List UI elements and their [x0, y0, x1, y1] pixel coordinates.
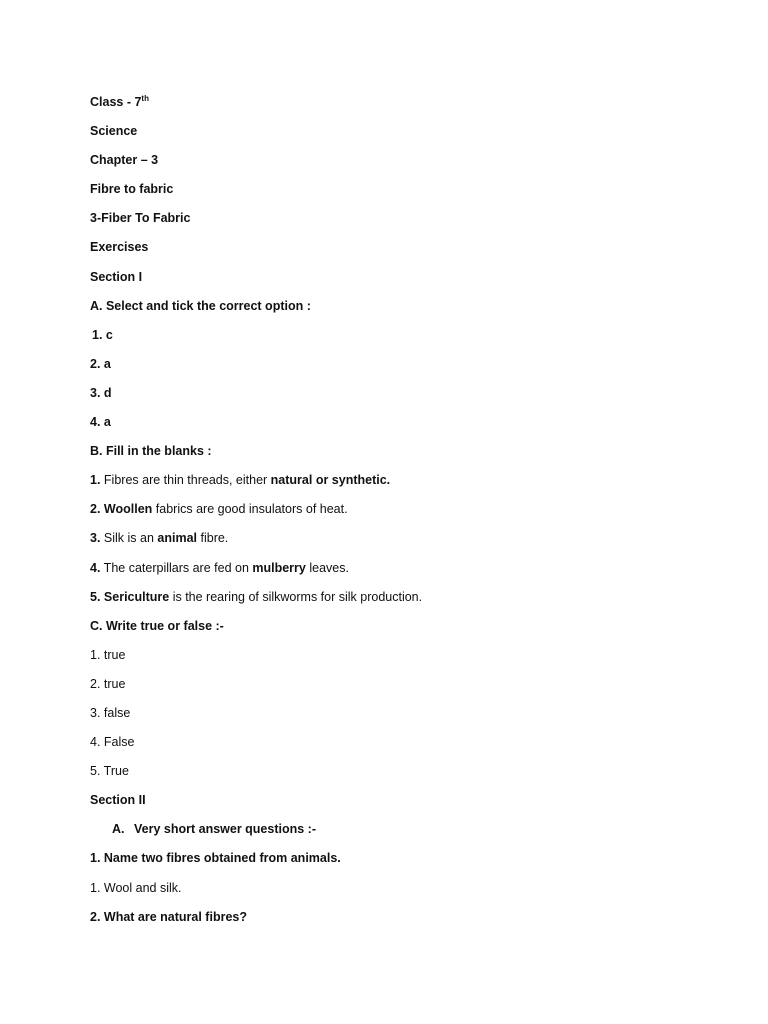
part-a-title: A. Select and tick the correct option : — [90, 298, 311, 313]
item-text-post: fabrics are good insulators of heat. — [152, 502, 348, 517]
question-1: 1. Name two fibres obtained from animals. — [90, 851, 341, 866]
item-answer: mulberry — [252, 560, 306, 575]
item-text-post: leaves. — [305, 560, 349, 575]
item-number: 2. — [90, 502, 101, 517]
subject-heading: Science — [90, 124, 138, 139]
part-c-title: C. Write true or false :- — [90, 618, 224, 633]
item-text-pre: The caterpillars are fed on — [100, 560, 253, 575]
part-a-answer — [90, 412, 710, 441]
list-letter: A. — [112, 822, 125, 837]
fill-blank-item — [90, 499, 710, 528]
item-answer: animal — [157, 531, 198, 546]
true-false-answer: 1. true — [90, 647, 126, 662]
part-b-title: B. Fill in the blanks : — [90, 444, 212, 459]
document-content — [90, 92, 710, 936]
class-heading — [90, 92, 710, 121]
part-a-answer — [90, 354, 710, 383]
chapter-title: Fibre to fabric — [90, 182, 174, 197]
item-number: 1. — [90, 473, 101, 488]
chapter-title-alt: 3-Fiber To Fabric — [90, 211, 191, 226]
part-a-answer — [90, 325, 710, 354]
class-text: Class - 7 — [90, 95, 142, 109]
answer-value: a — [103, 415, 111, 430]
true-false-answer: 3. false — [90, 705, 131, 720]
part-title-text: Very short answer questions :- — [134, 822, 316, 837]
class-superscript: th — [141, 93, 149, 103]
chapter-heading: Chapter – 3 — [90, 153, 159, 168]
item-text-post: is the rearing of silkworms for silk production. — [169, 589, 423, 604]
fill-blank-item — [90, 558, 710, 587]
true-false-answer: 4. False — [90, 735, 135, 750]
fill-blank-item — [90, 528, 710, 557]
answer-value: c — [105, 327, 113, 342]
answer-number: 1. — [92, 327, 103, 342]
section-2-part-a-title — [90, 819, 710, 848]
item-number: 3. — [90, 531, 101, 546]
answer-number: 3. — [90, 385, 101, 400]
item-text-pre: Fibres are thin threads, either — [100, 473, 271, 488]
item-number: 4. — [90, 560, 101, 575]
part-a-answer — [90, 383, 710, 412]
answer-number: 4. — [90, 415, 101, 430]
item-answer: Sericulture — [103, 589, 170, 604]
question-2: 2. What are natural fibres? — [90, 909, 247, 924]
exercises-heading: Exercises — [90, 240, 149, 255]
item-number: 5. — [90, 589, 101, 604]
fill-blank-item — [90, 587, 710, 616]
item-text-post: fibre. — [197, 531, 229, 546]
answer-1: 1. Wool and silk. — [90, 880, 182, 895]
true-false-answer: 2. true — [90, 676, 126, 691]
section-2-title: Section II — [90, 793, 146, 808]
item-answer: natural or synthetic. — [270, 473, 391, 488]
fill-blank-item — [90, 470, 710, 499]
item-text-pre: Silk is an — [100, 531, 158, 546]
answer-value: d — [103, 385, 112, 400]
section-1-title: Section I — [90, 269, 143, 284]
answer-value: a — [103, 356, 111, 371]
true-false-answer: 5. True — [90, 764, 129, 779]
item-answer: Woollen — [103, 502, 153, 517]
answer-number: 2. — [90, 356, 101, 371]
